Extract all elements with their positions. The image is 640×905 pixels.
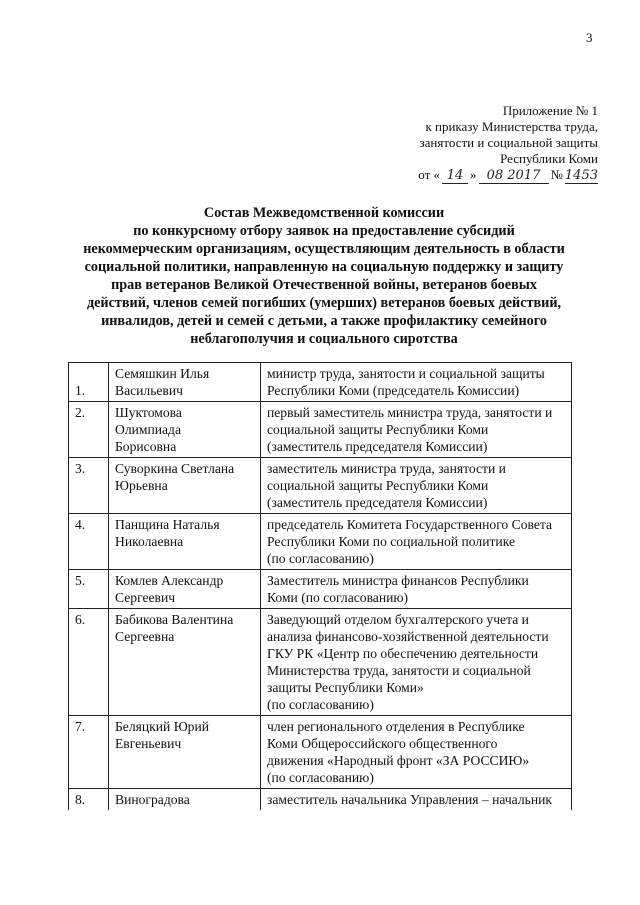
member-name-line: Юрьевна (115, 478, 168, 493)
member-role-cell (261, 458, 572, 514)
table-row (69, 514, 572, 570)
member-name-line: Комлев Александр (115, 573, 224, 588)
member-role-line: заместитель начальника Управления – начальник (267, 792, 552, 807)
member-name-line: Шуктомова (115, 405, 182, 420)
member-name-line: Сергеевна (115, 629, 175, 644)
document-title (46, 204, 602, 348)
member-role-cell (261, 514, 572, 570)
table-row (69, 789, 572, 811)
member-number: 1. (69, 363, 109, 402)
member-role-line: (заместитель председателя Комиссии) (267, 495, 488, 510)
member-name-line: Олимпиада (115, 422, 182, 437)
member-name-line: Беляцкий Юрий (115, 719, 210, 734)
member-role-line: Заместитель министра финансов Республики (267, 573, 529, 588)
member-name-cell (109, 609, 261, 716)
title-line: социальной политики, направленную на социальную поддержку и защиту (84, 259, 564, 275)
appendix-line: занятости и социальной защиты (419, 135, 598, 150)
member-role-line: заместитель министра труда, занятости и (267, 461, 506, 476)
order-date-line (380, 167, 598, 184)
order-number-label: № (550, 167, 563, 182)
appendix-line: к приказу Министерства труда, (425, 119, 598, 134)
member-number: 3. (69, 458, 109, 514)
members-table (68, 362, 572, 810)
member-role-line: (по согласованию) (267, 770, 374, 785)
member-name-cell (109, 402, 261, 458)
member-number: 5. (69, 570, 109, 609)
member-name-cell (109, 514, 261, 570)
title-line: прав ветеранов Великой Отечественной войны, ветеранов боевых (111, 277, 537, 293)
member-name-cell (109, 363, 261, 402)
member-role-cell (261, 716, 572, 789)
member-number: 6. (69, 609, 109, 716)
member-role-line: первый заместитель министра труда, занятости и (267, 405, 553, 420)
member-role-cell (261, 570, 572, 609)
member-role-cell (261, 789, 572, 811)
order-number: 1453 (564, 168, 598, 183)
member-role-cell (261, 609, 572, 716)
member-role-line: министр труда, занятости и социальной защиты (267, 366, 545, 381)
member-name-cell (109, 789, 261, 811)
title-line: действий, членов семей погибших (умерших) ветеранов боевых действий, (86, 295, 562, 311)
member-role-line: Республики Коми по социальной политике (267, 534, 515, 549)
order-date: 08 2017 (479, 169, 549, 184)
member-name-cell (109, 570, 261, 609)
member-role-line: ГКУ РК «Центр по обеспечению деятельности (267, 646, 539, 661)
order-day: 14 (442, 169, 468, 184)
member-role-line: Коми (по согласованию) (267, 590, 409, 605)
member-role-line: движения «Народный фронт «ЗА РОССИЮ» (267, 753, 530, 768)
table-row (69, 609, 572, 716)
appendix-line: Республики Коми (500, 151, 598, 166)
member-role-line: социальной защиты Республики Коми (267, 422, 489, 437)
member-name-line: Суворкина Светлана (115, 461, 235, 476)
title-line: неблагополучия и социального сиротства (190, 331, 458, 347)
member-number: 2. (69, 402, 109, 458)
member-name-line: Виноградова (115, 792, 190, 807)
member-role-line: (по согласованию) (267, 551, 374, 566)
table-row (69, 458, 572, 514)
member-role-line: защиты Республики Коми» (267, 680, 424, 695)
member-role-line: Министерства труда, занятости и социальной (267, 663, 531, 678)
member-role-line: (заместитель председателя Комиссии) (267, 439, 488, 454)
title-line: некоммерческим организациям, осуществляющим деятельность в области (83, 241, 565, 257)
order-prefix: от « (418, 167, 440, 182)
member-name-line: Николаевна (115, 534, 184, 549)
appendix-block (380, 103, 598, 184)
member-name-cell (109, 716, 261, 789)
title-line: инвалидов, детей и семей с детьми, а также профилактику семейного (101, 313, 547, 329)
table-row (69, 716, 572, 789)
member-name-line: Бабикова Валентина (115, 612, 234, 627)
member-name-line: Сергеевич (115, 590, 176, 605)
title-line: Состав Межведомственной комиссии (203, 205, 445, 221)
member-name-line: Васильевич (115, 383, 183, 398)
title-line: по конкурсному отбору заявок на предоставление субсидий (133, 223, 515, 239)
member-name-cell (109, 458, 261, 514)
member-role-line: член регионального отделения в Республике (267, 719, 525, 734)
member-name-line: Борисовна (115, 439, 177, 454)
members-table-body (69, 363, 572, 811)
member-role-line: анализа финансово-хозяйственной деятельности (267, 629, 549, 644)
member-number: 8. (69, 789, 109, 811)
appendix-line: Приложение № 1 (502, 103, 598, 118)
member-name-line: Панщина Наталья (115, 517, 220, 532)
member-role-line: председатель Комитета Государственного Совета (267, 517, 553, 532)
member-name-line: Семяшкин Илья (115, 366, 210, 381)
member-role-line: Республики Коми (председатель Комиссии) (267, 383, 520, 398)
member-role-line: (по согласованию) (267, 697, 374, 712)
member-name-line: Евгеньевич (115, 736, 182, 751)
member-role-cell (261, 402, 572, 458)
page-number: 3 (586, 30, 593, 45)
member-role-line: социальной защиты Республики Коми (267, 478, 489, 493)
member-number: 7. (69, 716, 109, 789)
table-row (69, 570, 572, 609)
member-number: 4. (69, 514, 109, 570)
table-row (69, 363, 572, 402)
table-row (69, 402, 572, 458)
member-role-line: Заведующий отделом бухгалтерского учета и (267, 612, 529, 627)
member-role-cell (261, 363, 572, 402)
order-mid: » (470, 167, 477, 182)
member-role-line: Коми Общероссийского общественного (267, 736, 498, 751)
